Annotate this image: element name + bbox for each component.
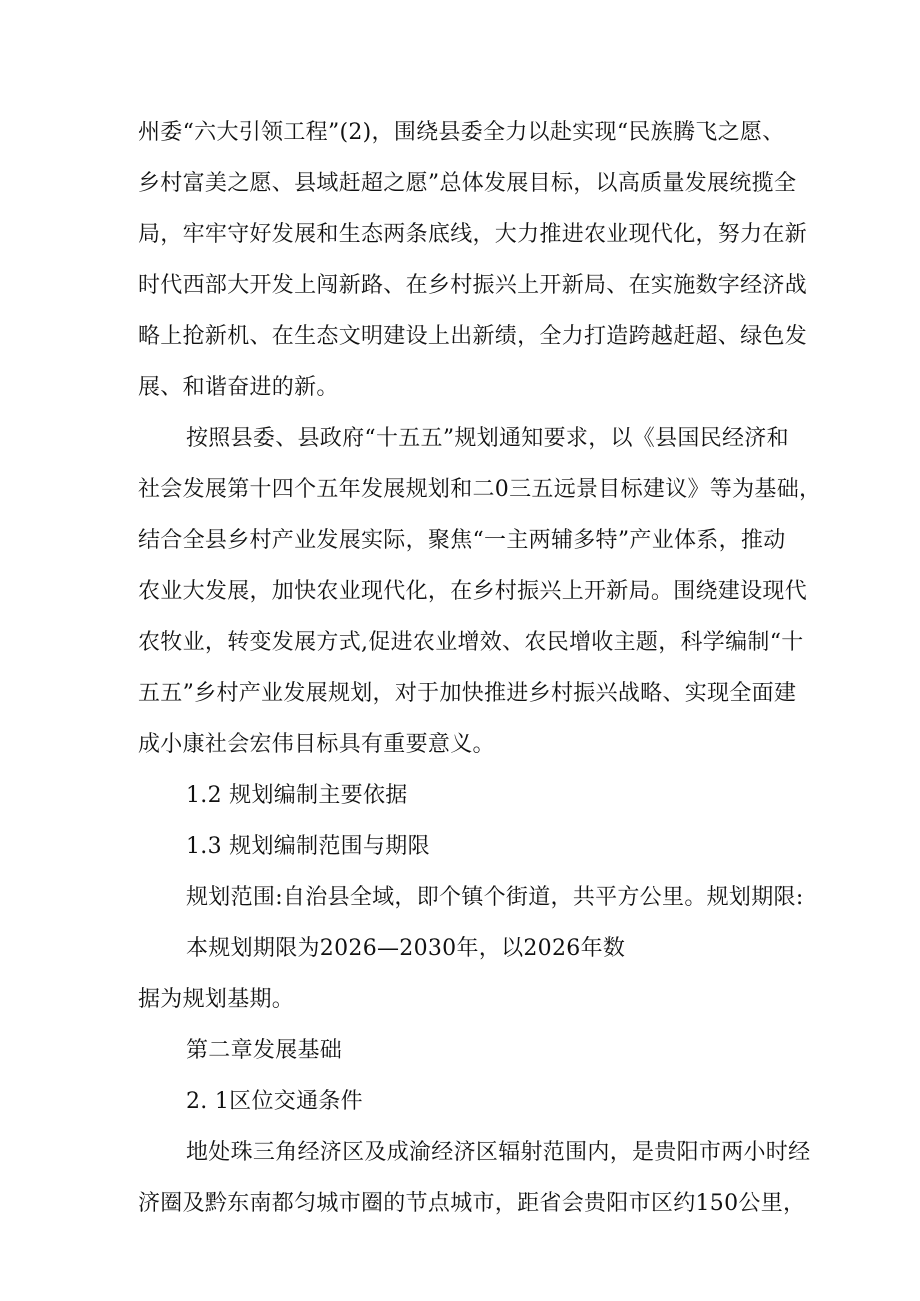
section-heading-2-1: 2. 1区位交通条件: [186, 1089, 363, 1114]
paragraph-2-line-6: 五五”乡村产业发展规划，对于加快推进乡村振兴战略、实现全面建: [138, 681, 797, 706]
paragraph-2-line-2: 社会发展第十四个五年发展规划和二0三五远景目标建议》等为基础，: [138, 477, 822, 502]
paragraph-2-line-7: 成小康社会宏伟目标具有重要意义。: [138, 732, 495, 757]
paragraph-2-line-5: 农牧业，转变发展方式,促进农业增效、农民增收主题，科学编制“十: [138, 630, 804, 655]
paragraph-1-line-3: 局，牢牢守好发展和生态两条底线，大力推进农业现代化，努力在新: [138, 222, 808, 247]
paragraph-2-line-4: 农业大发展，加快农业现代化，在乡村振兴上开新局。围绕建设现代: [138, 579, 808, 604]
paragraph-2-line-3: 结合全县乡村产业发展实际，聚焦“一主两辅多特”产业体系，推动: [138, 528, 786, 553]
chapter-heading-2: 第二章发展基础: [186, 1038, 343, 1063]
section-heading-1-3: 1.3 规划编制范围与期限: [186, 834, 430, 859]
paragraph-1-line-4: 时代西部大开发上闯新路、在乡村振兴上开新局、在实施数字经济战: [138, 273, 808, 298]
period-line-1: 本规划期限为2026—2030年，以2026年数: [186, 936, 626, 961]
paragraph-1-line-5: 略上抢新机、在生态文明建设上出新绩，全力打造跨越赶超、绿色发: [138, 324, 808, 349]
paragraph-3-line-1: 地处珠三角经济区及成渝经济区辐射范围内，是贵阳市两小时经: [186, 1140, 811, 1165]
paragraph-1-line-6: 展、和谐奋进的新。: [138, 375, 339, 400]
scope-text: 规划范围:自治县全域，即个镇个街道，共平方公里。规划期限:: [186, 885, 804, 910]
paragraph-3-line-2: 济圈及黔东南都匀城市圈的节点城市，距省会贵阳市区约150公里，: [138, 1191, 806, 1216]
period-line-2: 据为规划基期。: [138, 987, 295, 1012]
section-heading-1-2: 1.2 规划编制主要依据: [186, 783, 408, 808]
paragraph-2-line-1: 按照县委、县政府“十五五”规划通知要求，以《县国民经济和: [186, 426, 789, 451]
paragraph-1-line-1: 州委“六大引领工程”(2)，围绕县委全力以赴实现“民族腾飞之愿、: [138, 120, 785, 145]
paragraph-1-line-2: 乡村富美之愿、县域赶超之愿”总体发展目标，以高质量发展统揽全: [138, 171, 797, 196]
